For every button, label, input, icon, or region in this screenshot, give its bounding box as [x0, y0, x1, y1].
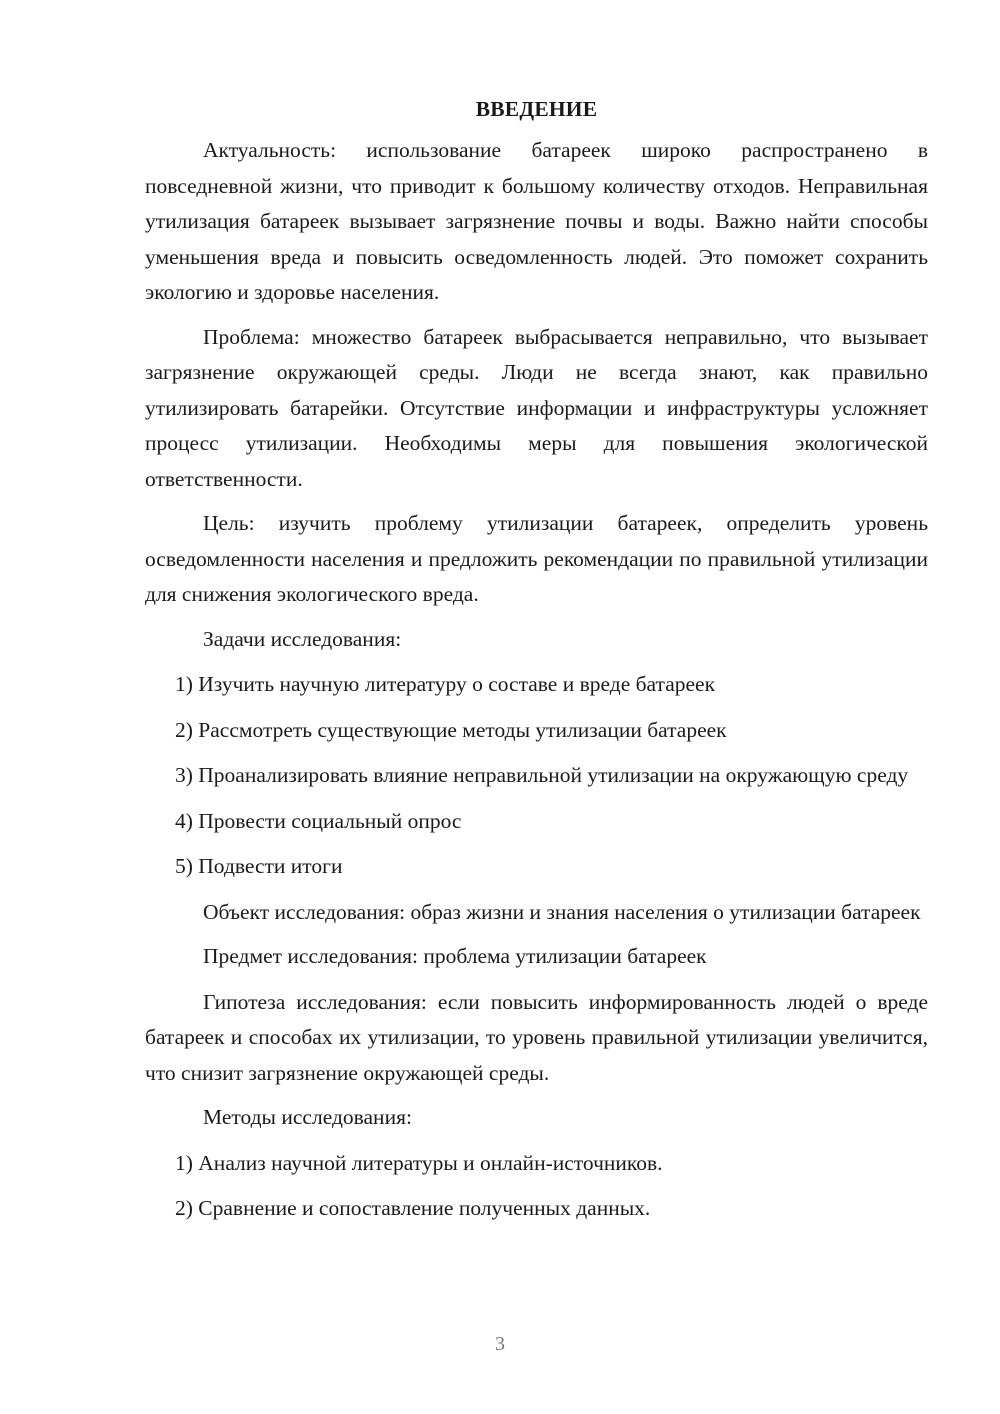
methods-title: Методы исследования: [203, 1105, 412, 1129]
paragraph-object: Объект исследования: образ жизни и знания населения о утилизации батареек [203, 899, 921, 924]
method-item-2: 2) Сравнение и сопоставление полученных данных. [175, 1196, 651, 1220]
paragraph-subject: Предмет исследования: проблема утилизации батареек [203, 944, 707, 968]
task-item-5: 5) Подвести итоги [175, 854, 343, 878]
paragraph-relevance: Актуальность: использование батареек широко распространено в повседневной жизни, что приводит к большому количеству отходов. Неправильная утилизация батареек вызывает загрязнение почвы и воды. Важно найти способы уменьшения вреда и повысить осведомленность людей. Это поможет сохранить экологию и здоровье населения. [145, 138, 928, 304]
page-number: 3 [495, 1333, 505, 1355]
paragraph-problem: Проблема: множество батареек выбрасывается неправильно, что вызывает загрязнение окружающей среды. Люди не всегда знают, как правильно утилизировать батарейки. Отсутствие информации и инфраструктуры усложняет процесс утилизации. Необходимы меры для повышения экологической ответственности. [145, 324, 928, 491]
page-title: ВВЕДЕНИЕ [475, 97, 598, 121]
document-page [145, 92, 928, 1237]
task-item-1: 1) Изучить научную литературу о составе и вреде батареек [175, 672, 716, 696]
paragraph-hypothesis: Гипотеза исследования: если повысить информированность людей о вреде батареек и способах их утилизации, то уровень правильной утилизации увеличится, что снизит загрязнение окружающей среды. [145, 989, 928, 1085]
tasks-title: Задачи исследования: [203, 626, 402, 651]
task-item-4: 4) Провести социальный опрос [175, 808, 462, 833]
task-item-2: 2) Рассмотреть существующие методы утилизации батареек [175, 717, 727, 742]
paragraph-goal: Цель: изучить проблему утилизации батареек, определить уровень осведомленности населения и предложить рекомендации по правильной утилизации для снижения экологического вреда. [145, 511, 928, 606]
method-item-1: 1) Анализ научной литературы и онлайн-источников. [175, 1150, 663, 1175]
task-item-3: 3) Проанализировать влияние неправильной утилизации на окружающую среду [175, 763, 909, 787]
